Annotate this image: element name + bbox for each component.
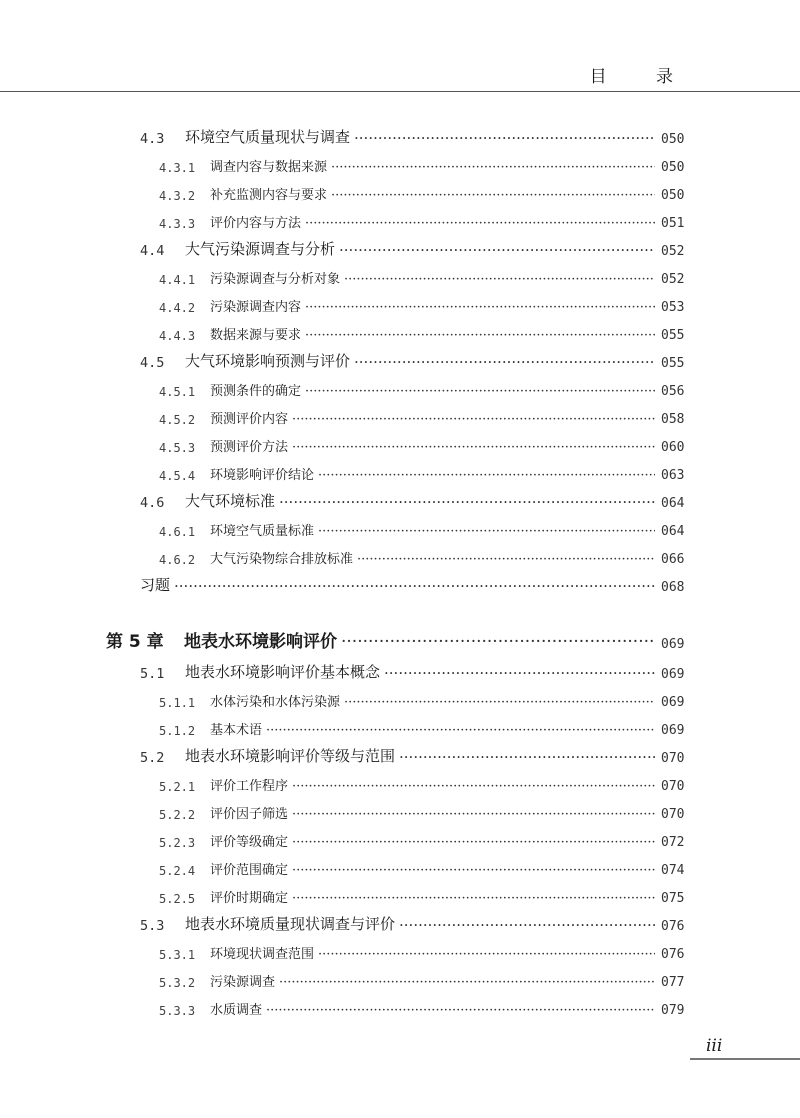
toc-entry-page: 051	[661, 216, 685, 231]
toc-entry-page: 056	[661, 384, 685, 399]
toc-entry	[0, 375, 800, 399]
toc-entry	[0, 882, 800, 906]
toc-entry-page: 058	[661, 412, 685, 427]
toc-entry-number: 4.5.3	[159, 441, 196, 455]
toc-entry	[0, 938, 800, 962]
toc-entry-title: 评价等级确定	[210, 835, 289, 850]
toc-entry-title: 水体污染和水体污染源	[210, 695, 341, 710]
toc-entry	[0, 263, 800, 287]
toc-entry-title: 补充监测内容与要求	[210, 188, 328, 203]
toc-entry-number: 5.2	[140, 750, 165, 766]
toc-leader-dots	[354, 353, 655, 371]
toc-entry	[0, 487, 800, 511]
toc-leader-dots	[292, 891, 655, 906]
toc-entry-title: 地表水环境影响评价	[184, 632, 337, 652]
toc-entry-title: 污染源调查与分析对象	[210, 272, 341, 287]
toc-entry-title: 预测评价内容	[210, 412, 289, 427]
toc-entry-page: 068	[661, 580, 685, 595]
toc-entry-number: 5.1	[140, 666, 165, 682]
toc-entry-number: 4.4.1	[159, 273, 196, 287]
toc-entry-title: 调查内容与数据来源	[210, 160, 328, 175]
toc-entry-title: 地表水环境影响评价基本概念	[185, 663, 381, 681]
toc-entry	[0, 431, 800, 455]
toc-entry-page: 060	[661, 440, 685, 455]
toc-entry-number: 4.5.1	[159, 385, 196, 399]
toc-entry-number: 4.3.1	[159, 161, 196, 175]
toc-entry-number: 4.6.2	[159, 553, 196, 567]
toc-entry-title: 大气环境影响预测与评价	[185, 352, 351, 370]
toc-entry-page: 074	[661, 863, 685, 878]
toc-entry	[0, 291, 800, 315]
toc-leader-dots	[344, 272, 655, 287]
toc-leader-dots	[354, 129, 655, 147]
toc-entry	[0, 658, 800, 682]
toc-leader-dots	[357, 552, 655, 567]
toc-entry-number: 第 5 章	[106, 632, 164, 652]
toc-leader-dots	[292, 807, 655, 822]
toc-leader-dots	[339, 241, 655, 259]
toc-entry-title: 预测条件的确定	[210, 384, 302, 399]
toc-entry-number: 5.1.2	[159, 724, 196, 738]
toc-entry-number: 5.3.1	[159, 948, 196, 962]
toc-entry-number: 5.2.2	[159, 808, 196, 822]
toc-leader-dots	[292, 779, 655, 794]
toc-leader-dots	[305, 300, 655, 315]
toc-entry-title: 评价工作程序	[210, 779, 289, 794]
toc-entry	[0, 235, 800, 259]
toc-entry-title: 评价内容与方法	[210, 216, 302, 231]
toc-entry-number: 5.3.3	[159, 1004, 196, 1018]
toc-entry	[0, 571, 800, 595]
toc-leader-dots	[331, 160, 655, 175]
toc-entry-number: 4.6.1	[159, 525, 196, 539]
toc-leader-dots	[331, 188, 655, 203]
toc-entry-title: 大气污染源调查与分析	[185, 240, 336, 258]
toc-entry-page: 064	[661, 524, 685, 539]
toc-entry-title: 评价因子筛选	[210, 807, 289, 822]
toc-entry-page: 050	[661, 160, 685, 175]
running-header-title: 目 录	[589, 67, 695, 87]
toc-entry-page: 077	[661, 975, 685, 990]
toc-entry-number: 4.3	[140, 131, 165, 147]
toc-leader-dots	[341, 632, 655, 652]
toc-entry-page: 063	[661, 468, 685, 483]
toc-entry-number: 4.5.4	[159, 469, 196, 483]
toc-leader-dots	[266, 1003, 655, 1018]
toc-entry	[0, 628, 800, 652]
toc-leader-dots	[305, 216, 655, 231]
toc-entry-title: 环境空气质量现状与调查	[185, 128, 351, 146]
toc-entry-number: 4.4.3	[159, 329, 196, 343]
toc-entry-page: 070	[661, 779, 685, 794]
toc-entry-title: 数据来源与要求	[210, 328, 302, 343]
toc-entry	[0, 207, 800, 231]
toc-entry-page: 070	[661, 807, 685, 822]
page-number: iii	[706, 1036, 723, 1056]
toc-entry-page: 069	[661, 637, 685, 652]
toc-entry	[0, 770, 800, 794]
toc-leader-dots	[279, 493, 655, 511]
toc-leader-dots	[344, 695, 655, 710]
toc-entry	[0, 319, 800, 343]
toc-entry-number: 4.4	[140, 243, 165, 259]
footer-rule	[690, 1058, 800, 1060]
toc-entry	[0, 714, 800, 738]
toc-leader-dots	[384, 664, 655, 682]
toc-leader-dots	[292, 412, 655, 427]
toc-entry-page: 075	[661, 891, 685, 906]
toc-entry	[0, 459, 800, 483]
toc-entry-page: 076	[661, 919, 685, 934]
toc-entry-page: 052	[661, 272, 685, 287]
toc-entry-page: 066	[661, 552, 685, 567]
toc-entry	[0, 179, 800, 203]
toc-entry-title: 地表水环境影响评价等级与范围	[185, 747, 396, 765]
toc-leader-dots	[266, 723, 655, 738]
toc-entry-title: 污染源调查内容	[210, 300, 302, 315]
toc-entry	[0, 686, 800, 710]
toc-entry-title: 习题	[140, 576, 171, 594]
toc-entry-title: 基本术语	[210, 723, 263, 738]
toc-entry-page: 055	[661, 356, 685, 371]
toc-leader-dots	[318, 468, 655, 483]
toc-entry	[0, 347, 800, 371]
toc-entry-title: 环境影响评价结论	[210, 468, 315, 483]
toc-entry	[0, 123, 800, 147]
toc-entry	[0, 994, 800, 1018]
toc-entry	[0, 543, 800, 567]
toc-entry-page: 069	[661, 723, 685, 738]
toc-entry	[0, 151, 800, 175]
toc-entry-page: 069	[661, 667, 685, 682]
toc-leader-dots	[305, 384, 655, 399]
toc-entry	[0, 826, 800, 850]
toc-entry-page: 072	[661, 835, 685, 850]
toc-entry-number: 5.2.1	[159, 780, 196, 794]
toc-entry-number: 5.1.1	[159, 696, 196, 710]
toc-leader-dots	[279, 975, 655, 990]
toc-entry	[0, 403, 800, 427]
toc-leader-dots	[318, 524, 655, 539]
toc-entry-title: 环境现状调查范围	[210, 947, 315, 962]
header-rule	[0, 91, 800, 92]
toc-entry-title: 地表水环境质量现状调查与评价	[185, 915, 396, 933]
toc-entry-number: 5.2.5	[159, 892, 196, 906]
toc-leader-dots	[399, 916, 655, 934]
toc-entry-page: 070	[661, 751, 685, 766]
toc-entry-number: 4.5.2	[159, 413, 196, 427]
toc-entry-page: 050	[661, 188, 685, 203]
toc-leader-dots	[292, 835, 655, 850]
toc-entry-title: 评价时期确定	[210, 891, 289, 906]
toc-entry-page: 069	[661, 695, 685, 710]
toc-entry-page: 053	[661, 300, 685, 315]
toc-entry-page: 079	[661, 1003, 685, 1018]
toc-entry	[0, 515, 800, 539]
toc-leader-dots	[318, 947, 655, 962]
toc-leader-dots	[292, 863, 655, 878]
toc-entry	[0, 966, 800, 990]
toc-entry-number: 4.3.2	[159, 189, 196, 203]
toc-leader-dots	[292, 440, 655, 455]
toc-entry	[0, 910, 800, 934]
toc-entry-title: 水质调查	[210, 1003, 263, 1018]
toc-entry-title: 污染源调查	[210, 975, 276, 990]
toc-entry-number: 5.3	[140, 918, 165, 934]
toc-leader-dots	[399, 748, 655, 766]
toc-entry	[0, 798, 800, 822]
toc-leader-dots	[174, 577, 655, 595]
toc-entry	[0, 854, 800, 878]
toc-entry-title: 大气环境标准	[185, 492, 276, 510]
toc-entry-title: 评价范围确定	[210, 863, 289, 878]
toc-entry-page: 076	[661, 947, 685, 962]
toc-entry-number: 4.4.2	[159, 301, 196, 315]
toc-entry-number: 5.2.4	[159, 864, 196, 878]
toc-entry-page: 064	[661, 496, 685, 511]
toc-entry-number: 4.6	[140, 495, 165, 511]
toc-entry-number: 5.2.3	[159, 836, 196, 850]
toc-entry-number: 4.3.3	[159, 217, 196, 231]
toc-entry-page: 055	[661, 328, 685, 343]
toc-entry-title: 大气污染物综合排放标准	[210, 552, 354, 567]
toc-entry-title: 环境空气质量标准	[210, 524, 315, 539]
toc-entry-page: 050	[661, 132, 685, 147]
toc-leader-dots	[305, 328, 655, 343]
toc-entry-title: 预测评价方法	[210, 440, 289, 455]
toc-entry	[0, 742, 800, 766]
toc-entry-number: 5.3.2	[159, 976, 196, 990]
toc-entry-number: 4.5	[140, 355, 165, 371]
toc-entry-page: 052	[661, 244, 685, 259]
